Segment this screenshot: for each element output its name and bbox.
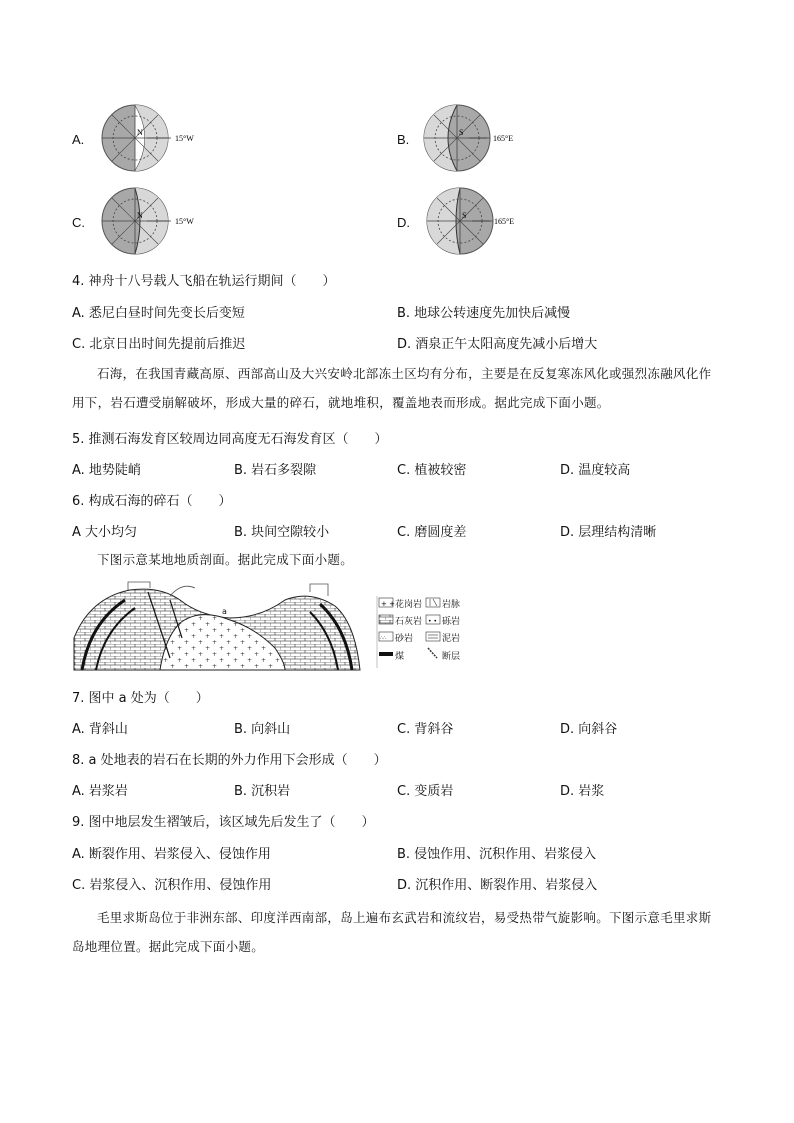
globe-diagram-d xyxy=(422,183,572,263)
question-6-stem: 6. 构成石海的碎石（ ） xyxy=(72,494,232,509)
question-4-option-d: D. 酒泉正午太阳高度先减小后增大 xyxy=(397,337,598,352)
globe-option-a xyxy=(72,100,292,180)
globe-diagram-a xyxy=(97,100,247,180)
question-5-option-d: D. 温度较高 xyxy=(560,463,631,478)
question-6-option-c: C. 磨圆度差 xyxy=(397,525,467,540)
meridian-label: 165°E xyxy=(494,217,515,226)
question-9-stem: 9. 图中地层发生褶皱后，该区域先后发生了（ ） xyxy=(72,815,375,830)
pole-label: S xyxy=(459,128,464,137)
question-5-option-c: C. 植被较密 xyxy=(397,463,467,478)
legend-dike: 岩脉 xyxy=(442,600,461,610)
label-a: a xyxy=(222,607,227,616)
option-letter: A. xyxy=(72,132,85,147)
option-letter: D. xyxy=(397,215,410,230)
option-letter: B. xyxy=(397,132,410,147)
legend-granite: 花岗岩 xyxy=(395,600,423,610)
pole-label: S xyxy=(462,211,467,220)
meridian-label: 15°W xyxy=(175,217,194,226)
question-8-option-b: B. 沉积岩 xyxy=(234,784,291,799)
legend-conglomerate: 砾岩 xyxy=(442,617,461,627)
legend-mudstone: 泥岩 xyxy=(442,634,461,644)
svg-text:• •: • • xyxy=(428,618,437,625)
question-8-stem: 8. a 处地表的岩石在长期的外力作用下会形成（ ） xyxy=(72,753,387,768)
question-9-option-c: C. 岩浆侵入、沉积作用、侵蚀作用 xyxy=(72,878,272,893)
question-7-option-c: C. 背斜谷 xyxy=(397,722,454,737)
passage-geology: 下图示意某地地质剖面。据此完成下面小题。 xyxy=(97,552,354,567)
globe-diagram-c xyxy=(97,183,247,263)
question-5-option-a: A. 地势陡峭 xyxy=(72,463,141,478)
geology-legend xyxy=(375,596,465,668)
question-9-option-d: D. 沉积作用、断裂作用、岩浆侵入 xyxy=(397,878,598,893)
option-letter: C. xyxy=(72,215,85,230)
question-8-option-a: A. 岩浆岩 xyxy=(72,784,128,799)
legend-fault: 断层 xyxy=(442,652,461,662)
globe-option-b xyxy=(397,100,617,180)
pole-label: N xyxy=(137,211,143,220)
question-4-option-a: A. 悉尼白昼时间先变长后变短 xyxy=(72,306,245,321)
globe-diagram-b xyxy=(419,100,569,180)
passage-stone-sea: 石海，在我国青藏高原、西部高山及大兴安岭北部冻土区均有分布，主要是在反复寒冻风化或强烈冻融风化作用下，岩石遭受崩解破坏，形成大量的碎石，就地堆积，覆盖地表而形成。据此完成下面小题。 xyxy=(72,366,712,410)
question-4-option-b: B. 地球公转速度先加快后减慢 xyxy=(397,306,571,321)
question-8-option-c: C. 变质岩 xyxy=(397,784,454,799)
question-4-option-c: C. 北京日出时间先提前后推迟 xyxy=(72,337,246,352)
meridian-label: 15°W xyxy=(175,134,194,143)
legend-sandstone: 砂岩 xyxy=(395,634,414,644)
svg-text:∴∴: ∴∴ xyxy=(380,635,387,641)
question-5-option-b: B. 岩石多裂隙 xyxy=(234,463,317,478)
pole-label: N xyxy=(137,128,143,137)
question-7-option-b: B. 向斜山 xyxy=(234,722,291,737)
legend-limestone: 石灰岩 xyxy=(395,617,423,627)
legend-coal: 煤 xyxy=(395,652,405,662)
question-5-stem: 5. 推测石海发育区较周边同高度无石海发育区（ ） xyxy=(72,432,388,447)
question-6-option-a: A 大小均匀 xyxy=(72,525,138,540)
question-6-option-d: D. 层理结构清晰 xyxy=(560,525,657,540)
globe-option-c xyxy=(72,183,292,263)
passage-mauritius: 毛里求斯岛位于非洲东部、印度洋西南部，岛上遍布玄武岩和流纹岩，易受热带气旋影响。下图示意毛里求斯岛地理位置。据此完成下面小题。 xyxy=(72,910,712,954)
meridian-label: 165°E xyxy=(493,134,514,143)
question-9-option-b: B. 侵蚀作用、沉积作用、岩浆侵入 xyxy=(397,847,597,862)
question-9-option-a: A. 断裂作用、岩浆侵入、侵蚀作用 xyxy=(72,847,271,862)
question-4-stem: 4. 神舟十八号载人飞船在轨运行期间（ ） xyxy=(72,274,336,289)
globe-option-d xyxy=(397,183,617,263)
question-6-option-b: B. 块间空隙较小 xyxy=(234,525,330,540)
question-8-option-d: D. 岩浆 xyxy=(560,784,605,799)
geology-cross-section xyxy=(70,578,370,673)
question-7-option-d: D. 向斜谷 xyxy=(560,722,618,737)
question-7-option-a: A. 背斜山 xyxy=(72,722,128,737)
question-7-stem: 7. 图中 a 处为（ ） xyxy=(72,691,209,706)
svg-text:+ +: + + xyxy=(381,600,395,608)
